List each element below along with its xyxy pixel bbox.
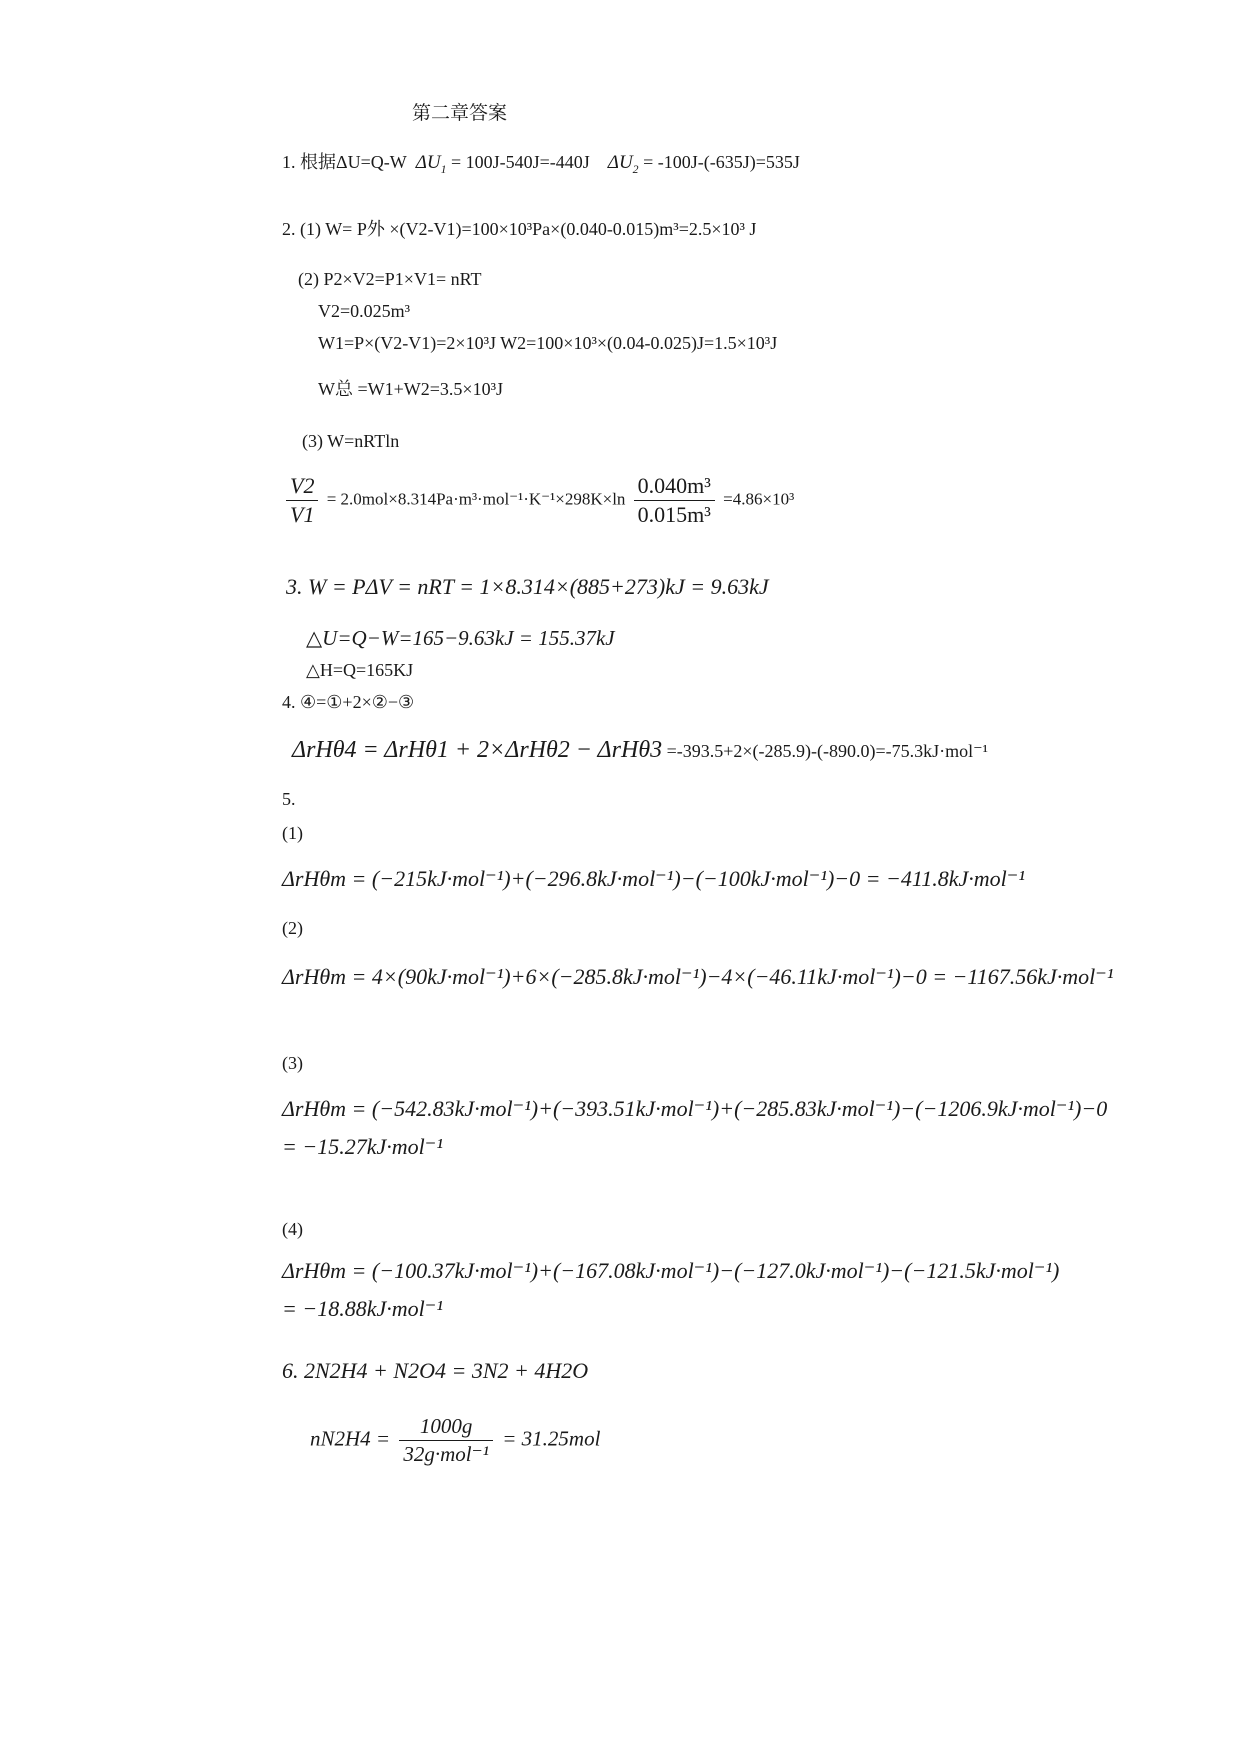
q5-label: 5. [282,789,296,809]
q1-du2: ΔU [607,152,633,173]
q3-line3: △H=Q=165KJ [306,660,414,680]
q6-frac-num: 1000g [399,1416,493,1441]
q3-line1: 3. W = PΔV = nRT = 1×8.314×(885+273)kJ = 9.63kJ [286,574,769,599]
q4-line1: 4. ④=①+2×②−③ [282,692,415,712]
q4-line2 [292,738,988,762]
q5-p1-label: (1) [282,823,303,843]
q6-lhs: nN2H4 = [310,1426,391,1451]
q1-line [282,152,800,176]
q2-frac-v [286,475,318,526]
q2-line3: V2=0.025m³ [318,301,411,321]
q5-p3-label: (3) [282,1053,303,1073]
page-title: 第二章答案 [412,103,508,124]
q2-line1 [282,220,756,238]
q2-l7-end: =4.86×10³ [723,489,795,509]
q2-frac-vol-den: 0.015m³ [637,502,711,527]
q5-p3b: = −15.27kJ·mol⁻¹ [282,1134,443,1159]
q5-p2-label: (2) [282,918,303,938]
q6-frac [399,1416,493,1465]
q4-sym: ΔrHθ4 = ΔrHθ1 + 2×ΔrHθ2 − ΔrHθ3 [292,737,663,763]
q6-line1: 6. 2N2H4 + N2O4 = 3N2 + 4H2O [282,1358,589,1383]
q5-p4-label: (4) [282,1219,303,1239]
q2-line2: (2) P2×V2=P1×V1= nRT [298,269,482,289]
q1-text-e: = -100J-(-635J)=535J [643,152,800,172]
q2-frac-v-den: V1 [290,502,315,527]
q2-line7 [282,475,794,526]
q2-line4: W1=P×(V2-V1)=2×10³J W2=100×10³×(0.04-0.025)J=1.5×10³J [318,333,778,353]
q1-du1-sub: 1 [440,162,447,176]
q2-frac-vol-num: 0.040m³ [634,475,715,501]
q1-text-a: 根据ΔU=Q-W [300,152,407,172]
q5-p3: ΔrHθm = (−542.83kJ·mol⁻¹)+(−393.51kJ·mol⁻¹)+(−285.83kJ·mol⁻¹)−(−1206.9kJ·mol⁻¹)−0 [282,1096,1108,1121]
q1-du2-sub: 2 [632,162,639,176]
q2-frac-v-num: V2 [286,475,318,501]
q6-frac-den: 32g·mol⁻¹ [403,1442,489,1466]
q3-line2: △U=Q−W=165−9.63kJ = 155.37kJ [306,626,615,650]
q2-l7-mid: = 2.0mol×8.314Pa·m³·mol⁻¹·K⁻¹×298K×ln [326,489,626,509]
q5-p4: ΔrHθm = (−100.37kJ·mol⁻¹)+(−167.08kJ·mol⁻¹)−(−127.0kJ·mol⁻¹)−(−121.5kJ·mol⁻¹) [282,1258,1060,1283]
q5-p1: ΔrHθm = (−215kJ·mol⁻¹)+(−296.8kJ·mol⁻¹)−(−100kJ·mol⁻¹)−0 = −411.8kJ·mol⁻¹ [282,866,1025,891]
q5-p2: ΔrHθm = 4×(90kJ·mol⁻¹)+6×(−285.8kJ·mol⁻¹)−4×(−46.11kJ·mol⁻¹)−0 = −1167.56kJ·mol⁻¹ [282,964,1114,989]
q1-text-c: = 100J-540J=-440J [450,152,590,172]
q4-val: =-393.5+2×(-285.9)-(-890.0)=-75.3kJ·mol⁻¹ [666,741,989,761]
q1-du1: ΔU [415,152,441,173]
q6-line2 [310,1416,600,1465]
q2-frac-vol [634,475,715,526]
q6-rhs: = 31.25mol [502,1426,601,1451]
q2-line6: (3) W=nRTln [302,431,400,451]
q2-l1: W= P外 ×(V2-V1)=100×10³Pa×(0.040-0.015)m³=2.5×10³ J [325,219,757,239]
q5-p4b: = −18.88kJ·mol⁻¹ [282,1296,443,1321]
q2-label: 2. (1) [282,219,321,239]
q2-line5: W总 =W1+W2=3.5×10³J [318,379,503,399]
q1-label: 1. [282,152,296,172]
